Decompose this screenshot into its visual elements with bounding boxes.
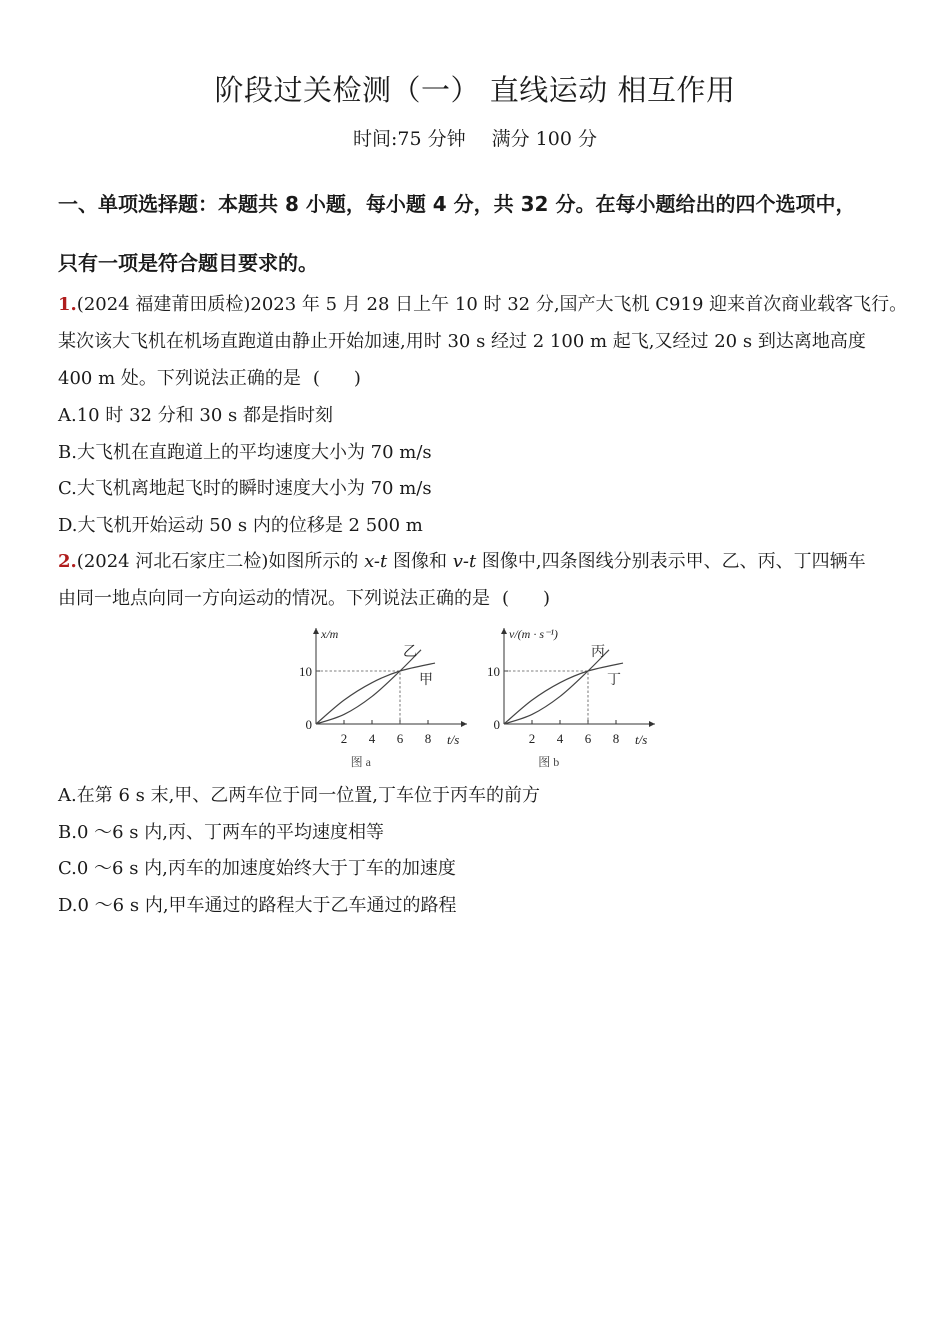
q1-number: 1. (58, 294, 77, 315)
reference-dashed-line (316, 671, 400, 724)
q2-option-d: D.0 ～6 s 内,甲车通过的路程大于乙车通过的路程 (58, 895, 457, 916)
section-heading-line2: 只有一项是符合题目要求的。 (58, 251, 318, 275)
q2-line2 (58, 584, 550, 610)
figure-a-xt-graph (290, 620, 470, 772)
y-axis-label: v/(m · s⁻¹) (509, 627, 558, 641)
x-axis-label: t/s (447, 732, 460, 747)
q1-line2: 某次该大飞机在机场直跑道由静止开始加速,用时 30 s 经过 2 100 m 起飞,又经过 20 s 到达离地高度 (58, 331, 866, 352)
q1-option-b: B.大飞机在直跑道上的平均速度大小为 70 m/s (58, 442, 432, 463)
q1-line1 (58, 290, 907, 316)
y-tick-label: 10 (487, 664, 500, 679)
q1-line3 (58, 364, 361, 390)
q2-text2: 由同一地点向同一方向运动的情况。下列说法正确的是 (58, 588, 490, 609)
figure-caption: 图 a (350, 755, 371, 769)
origin-label: 0 (493, 717, 500, 732)
y-axis-label: x/m (321, 627, 339, 641)
series-line-1 (316, 650, 421, 724)
x-axis-arrow-icon (649, 721, 655, 727)
x-tick-label: 4 (556, 731, 564, 746)
q1-option-d: D.大飞机开始运动 50 s 内的位移是 2 500 m (58, 515, 423, 536)
x-axis-label: t/s (635, 732, 648, 747)
q2-line1: 2.(2024 河北石家庄二检)如图所示的 x-t 图像和 v-t 图像中,四条图线分别表示甲、乙、丙、丁四辆车 (58, 551, 866, 572)
y-axis-arrow-icon (313, 628, 319, 634)
vt-label: v-t (452, 551, 477, 572)
series-line-1 (504, 650, 609, 724)
exam-time: 时间:75 分钟 (353, 128, 466, 150)
x-tick-label: 4 (368, 731, 376, 746)
q2-option-b: B.0 ～6 s 内,丙、丁两车的平均速度相等 (58, 822, 384, 843)
x-tick-label: 6 (584, 731, 592, 746)
x-tick-label: 6 (396, 731, 404, 746)
q1-answer-blank: ( ) (312, 368, 361, 389)
section-heading-line1: 一、单项选择题：本题共 8 小题，每小题 4 分，共 32 分。在每小题给出的四个选项中， (58, 192, 856, 216)
y-axis-arrow-icon (501, 628, 507, 634)
figure-caption: 图 b (538, 755, 560, 769)
q2-number: 2. (58, 551, 77, 572)
exam-info (0, 124, 950, 151)
x-tick-label: 8 (424, 731, 432, 746)
x-axis-arrow-icon (461, 721, 467, 727)
series-label-1: 乙 (403, 644, 417, 660)
page-title: 阶段过关检测（一） 直线运动 相互作用 (214, 73, 736, 107)
series-label-2: 甲 (419, 673, 433, 689)
x-tick-label: 2 (340, 731, 348, 746)
figure-b-vt-graph (478, 620, 660, 772)
q1-option-c: C.大飞机离地起飞时的瞬时速度大小为 70 m/s (58, 478, 432, 499)
q2-option-c: C.0 ～6 s 内,丙车的加速度始终大于丁车的加速度 (58, 858, 456, 879)
q2-answer-blank: ( ) (502, 588, 551, 609)
x-tick-label: 2 (528, 731, 536, 746)
x-tick-label: 8 (612, 731, 620, 746)
q1-option-a: A.10 时 32 分和 30 s 都是指时刻 (58, 405, 334, 426)
series-label-2: 丁 (607, 673, 621, 689)
q2-option-a: A.在第 6 s 末,甲、乙两车位于同一位置,丁车位于丙车的前方 (58, 785, 541, 806)
exam-score: 满分 100 分 (491, 128, 597, 150)
y-tick-label: 10 (299, 664, 312, 679)
q1-text1: (2024 福建莆田质检)2023 年 5 月 28 日上午 10 时 32 分,国产大飞机 C919 迎来首次商业载客飞行。 (76, 294, 908, 315)
q1-text3: 400 m 处。下列说法正确的是 (58, 368, 301, 389)
reference-dashed-line (504, 671, 588, 724)
origin-label: 0 (305, 717, 312, 732)
xt-label: x-t (364, 551, 388, 572)
series-label-1: 丙 (591, 644, 605, 660)
